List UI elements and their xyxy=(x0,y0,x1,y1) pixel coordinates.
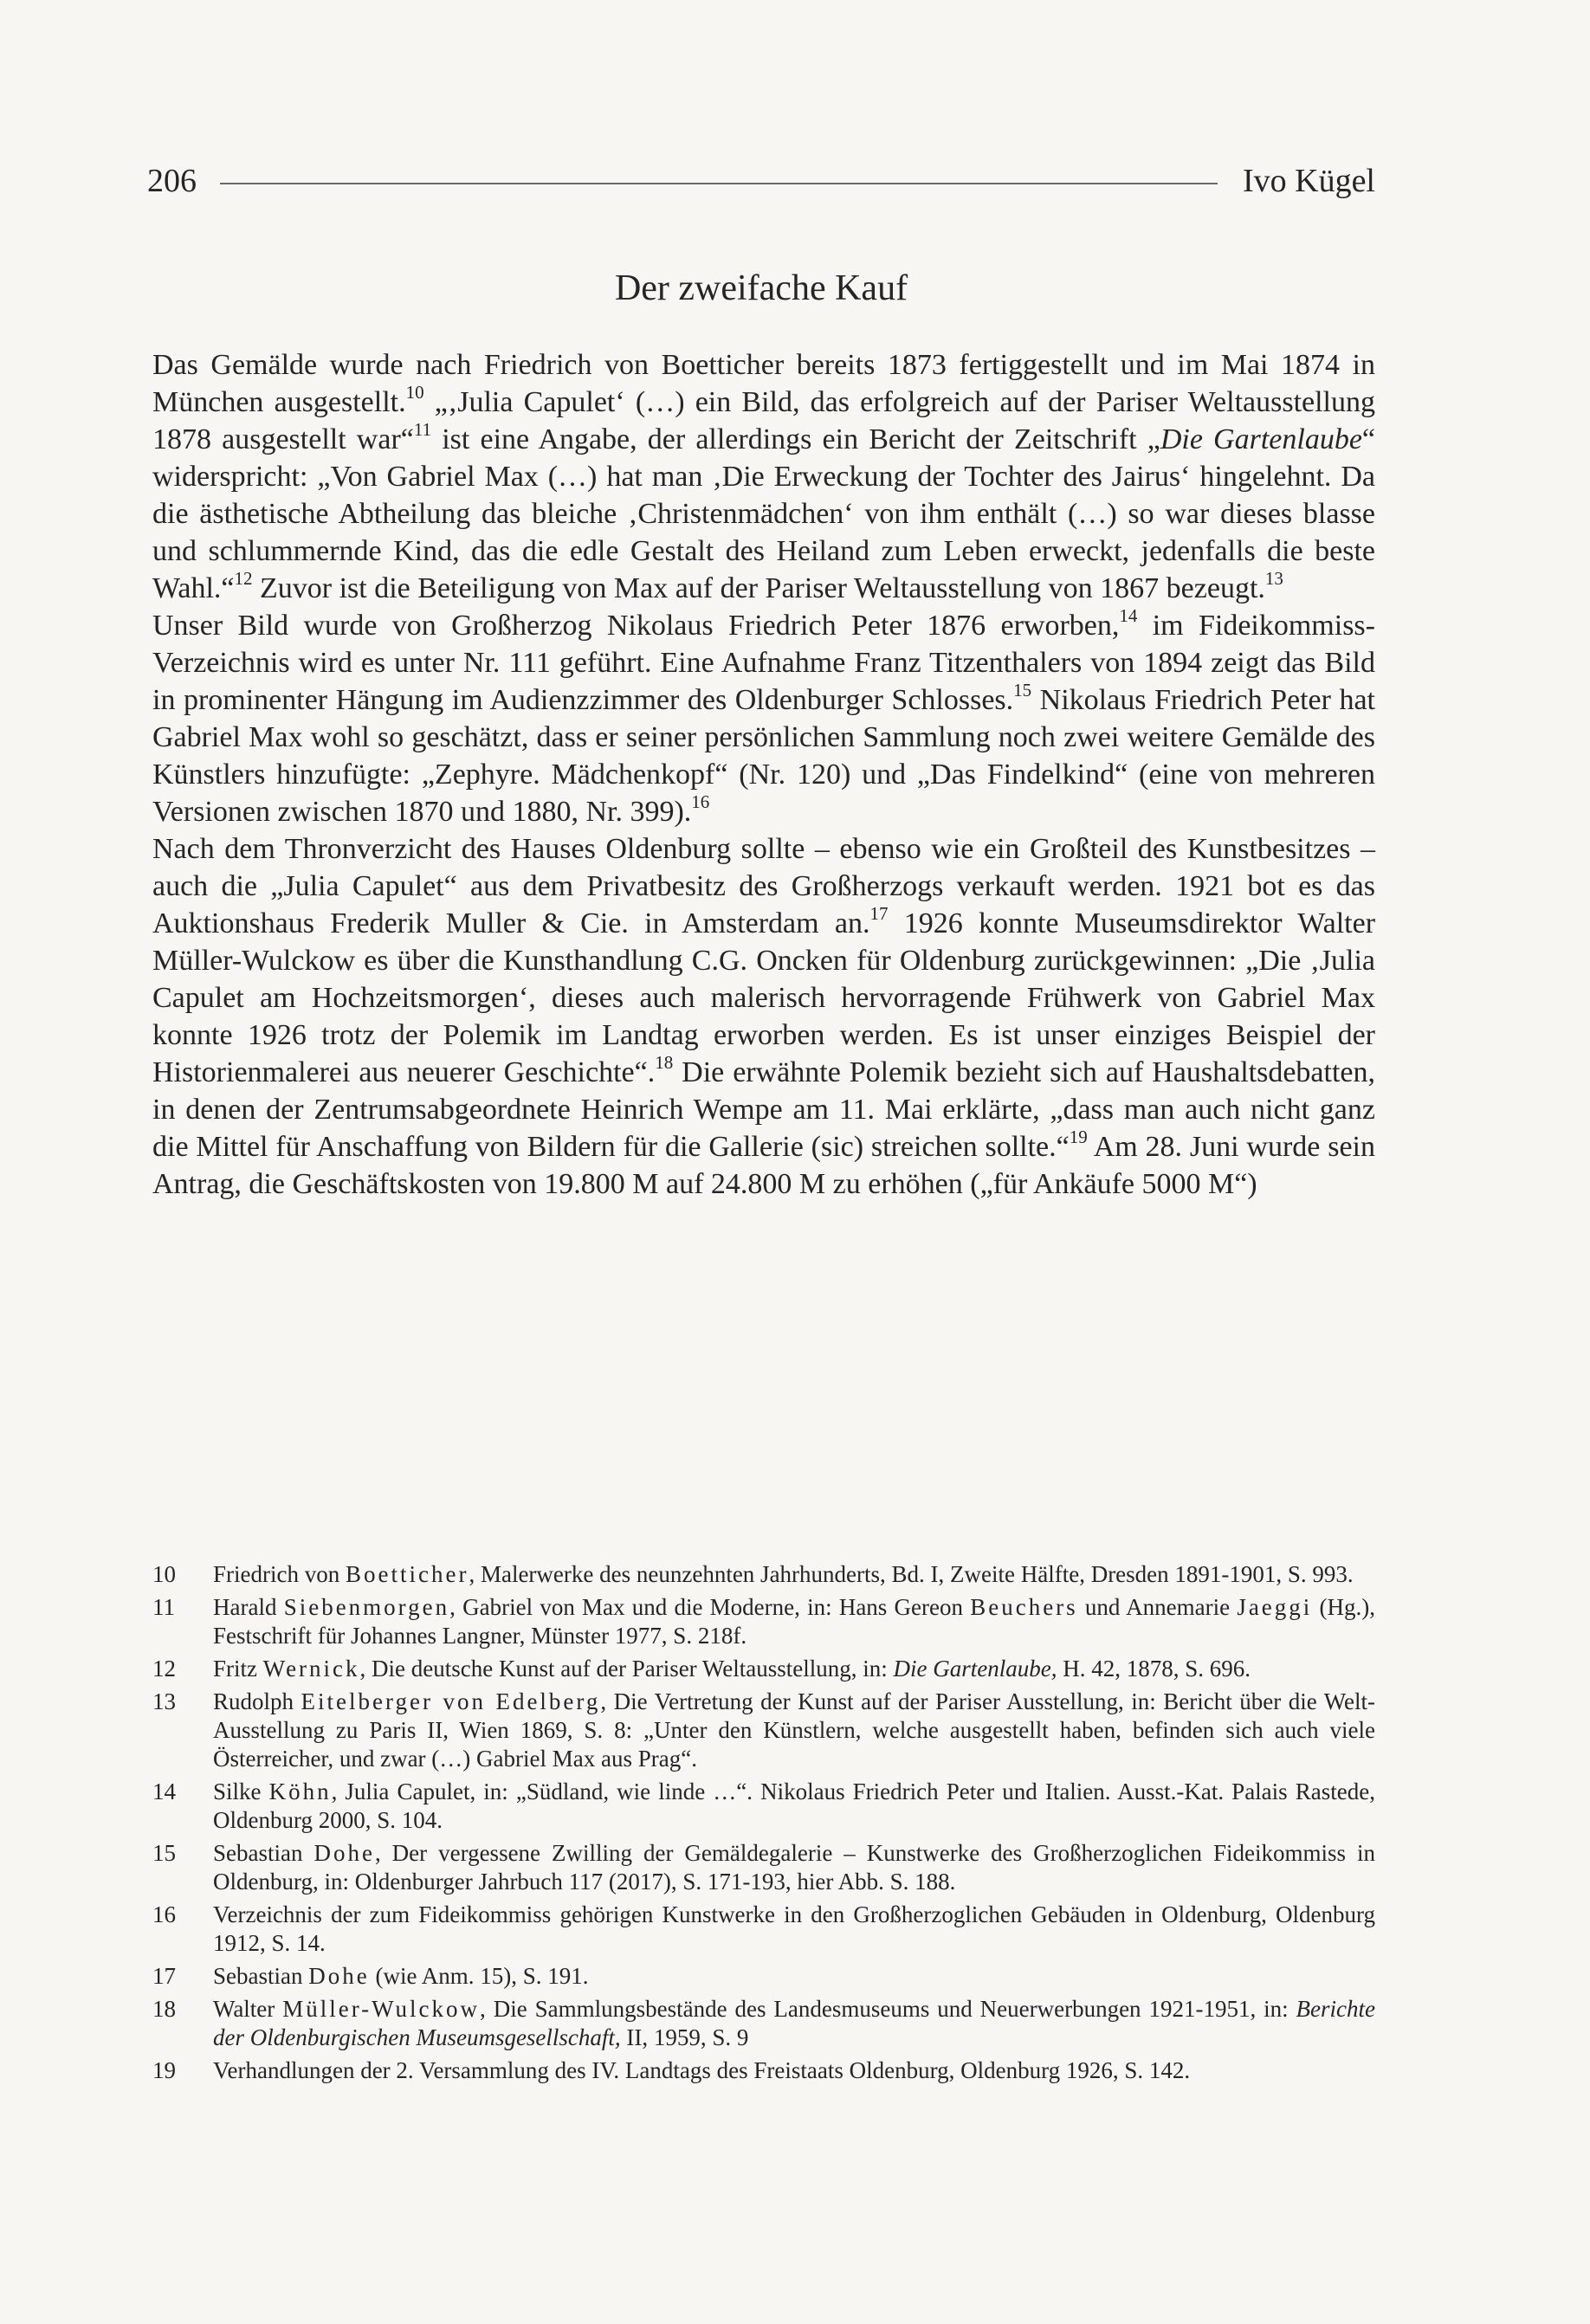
footnote-number: 19 xyxy=(152,2057,176,2083)
footnote xyxy=(152,1560,1375,1589)
footnote-number: 10 xyxy=(152,1561,176,1587)
footnote-number: 15 xyxy=(152,1840,176,1866)
page-number: 206 xyxy=(147,163,197,199)
footnote-text: Sebastian Dohe (wie Anm. 15), S. 191. xyxy=(213,1963,589,1989)
italic-title: Die Gartenlaube xyxy=(1160,423,1362,455)
author-name: Köhn xyxy=(268,1779,332,1804)
footnote xyxy=(152,1962,1375,1991)
footnote-text: Verzeichnis der zum Fideikommiss gehörigen Kunstwerke in den Großherzoglichen Gebäuden in Oldenburg, Oldenburg 1912, S. 14. xyxy=(213,1901,1375,1956)
footnote-text: Rudolph Eitelberger von Edelberg, Die Vertretung der Kunst auf der Pariser Ausstellung, in: Bericht über die Welt-Ausstellung zu Paris II, Wien 1869, S. 8: „Unter den Künstlern, welche ausgestellt haben, befinden sich auch viele Österreicher, und zwar (…) Gabriel Max aus Prag“. xyxy=(213,1688,1375,1772)
footnote-marker: 11 xyxy=(413,419,432,440)
body-text xyxy=(152,346,1375,1203)
italic-title: Die Gartenlaube, xyxy=(893,1656,1057,1682)
footnote xyxy=(152,1839,1375,1896)
author-name: Siebenmorgen xyxy=(283,1594,450,1620)
paragraph-1: Das Gemälde wurde nach Friedrich von Boetticher bereits 1873 fertiggestellt und im Mai 1874 in München ausgestellt.$^{10}$ „‚Julia Capulet‘ (…) ein Bild, das erfolgreich auf der Pariser Weltausstellung 1878 ausgestellt war“$^{11}$ ist eine Angabe, der allerdings ein Bericht der Zeitschrift „Die Gartenlaube“ widerspricht: „Von Gabriel Max (…) hat man ‚Die Erweckung der Tochter des Jairus‘ hingelehnt. Da die ästhetische Abtheilung das bleiche ‚Christenmädchen‘ von ihm enthält (…) so war dieses blasse und schlummernde Kind, das die edle Gestalt des Heiland zum Leben erweckt, jedenfalls die beste Wahl.“$^{12}$ Zuvor ist die Beteiligung von Max auf der Pariser Weltausstellung von 1867 bezeugt.$^{13}$ xyxy=(152,349,1376,604)
footnote-text: Silke Köhn, Julia Capulet, in: „Südland, wie linde …“. Nikolaus Friedrich Peter und Italien. Ausst.-Kat. Palais Rastede, Oldenburg 2000, S. 104. xyxy=(213,1779,1375,1833)
footnote-marker: 12 xyxy=(234,568,253,589)
author-name: Müller-Wulckow xyxy=(282,1996,481,2022)
footnote-text: Walter Müller-Wulckow, Die Sammlungsbestände des Landesmuseums und Neuerwerbungen 1921-1951, in: Berichte der Oldenburgischen Museumsgesellschaft, II, 1959, S. 9 xyxy=(213,1996,1375,2050)
footnote-marker: 10 xyxy=(405,382,424,403)
footnote-text: Friedrich von Boetticher, Malerwerke des neunzehnten Jahrhunderts, Bd. I, Zweite Hälfte, Dresden 1891-1901, S. 993. xyxy=(213,1561,1354,1587)
footnote-marker: 15 xyxy=(1013,680,1032,700)
footnotes xyxy=(152,1560,1375,2089)
section-title: Der zweifache Kauf xyxy=(614,268,908,308)
footnote-number: 11 xyxy=(152,1594,175,1620)
footnote-number: 12 xyxy=(152,1656,176,1682)
footnote-number: 16 xyxy=(152,1901,176,1927)
paragraph-3: Nach dem Thronverzicht des Hauses Oldenburg sollte – ebenso wie ein Großteil des Kunstbesitzes – auch die „Julia Capulet“ aus dem Privatbesitz des Großherzogs verkauft werden. 1921 bot es das Auktionshaus Frederik Muller & Cie. in Amsterdam an.$^{17}$ 1926 konnte Museumsdirektor Walter Müller-Wulckow es über die Kunsthandlung C.G. Oncken für Oldenburg zurückgewinnen: „Die ‚Julia Capulet am Hochzeitsmorgen‘, dieses auch malerisch hervorragende Frühwerk von Gabriel Max konnte 1926 trotz der Polemik im Landtag erworben werden. Es ist unser einziges Beispiel der Historienmalerei aus neuerer Geschichte“.$^{18}$ Die erwähnte Polemik bezieht sich auf Haushaltsdebatten, in denen der Zentrumsabgeordnete Heinrich Wempe am 11. Mai erklärte, „dass man auch nicht ganz die Mittel für Anschaffung von Bildern für die Gallerie (sic) streichen sollte.“$^{19}$ Am 28. Juni wurde sein Antrag, die Geschäftskosten von 19.800 M auf 24.800 M zu erhöhen („für Ankäufe 5000 M“) xyxy=(152,833,1376,1200)
footnote-text: Verhandlungen der 2. Versammlung des IV. Landtags des Freistaats Oldenburg, Oldenburg 1926, S. 142. xyxy=(213,2057,1191,2083)
italic-title: Berichte der Oldenburgischen Museumsgesellschaft, xyxy=(213,1996,1375,2050)
footnote-marker: 17 xyxy=(869,903,889,924)
footnote xyxy=(152,1655,1375,1683)
footnote xyxy=(152,1593,1375,1650)
running-head-author: Ivo Kügel xyxy=(1242,163,1375,199)
footnote xyxy=(152,1688,1375,1773)
footnote-number: 13 xyxy=(152,1688,176,1714)
footnote-marker: 13 xyxy=(1264,568,1283,589)
footnote-marker: 19 xyxy=(1069,1126,1088,1147)
author-name: Beuchers xyxy=(970,1594,1078,1620)
author-name: Eitelberger von Edelberg xyxy=(301,1688,601,1714)
footnote xyxy=(152,2056,1375,2085)
footnote-text: Fritz Wernick, Die deutsche Kunst auf der Pariser Weltausstellung, in: Die Gartenlaube, H. 42, 1878, S. 696. xyxy=(213,1656,1251,1682)
author-name: Jaeggi xyxy=(1237,1594,1313,1620)
footnote-number: 17 xyxy=(152,1963,176,1989)
footnote xyxy=(152,1995,1375,2052)
author-name: Boetticher xyxy=(345,1561,469,1587)
footnote-text: Sebastian Dohe, Der vergessene Zwilling der Gemäldegalerie – Kunstwerke des Großherzoglichen Fideikommiss in Oldenburg, in: Oldenburger Jahrbuch 117 (2017), S. 171-193, hier Abb. S. 188. xyxy=(213,1840,1375,1895)
author-name: Dohe xyxy=(313,1840,375,1866)
header-rule xyxy=(220,183,1218,184)
footnote-text: Harald Siebenmorgen, Gabriel von Max und die Moderne, in: Hans Gereon Beuchers und Annemarie Jaeggi (Hg.), Festschrift für Johannes Langner, Münster 1977, S. 218f. xyxy=(213,1594,1375,1649)
footnote-marker: 14 xyxy=(1119,605,1138,626)
footnote xyxy=(152,1901,1375,1958)
paragraph-2: Unser Bild wurde von Großherzog Nikolaus Friedrich Peter 1876 erworben,$^{14}$ im Fideikommiss-Verzeichnis wird es unter Nr. 111 geführt. Eine Aufnahme Franz Titzenthalers von 1894 zeigt das Bild in prominenter Hängung im Audienzzimmer des Oldenburger Schlosses.$^{15}$ Nikolaus Friedrich Peter hat Gabriel Max wohl so geschätzt, dass er seiner persönlichen Sammlung noch zwei weitere Gemälde des Künstlers hinzufügte: „Zephyre. Mädchenkopf“ (Nr. 120) und „Das Findelkind“ (eine von mehreren Versionen zwischen 1870 und 1880, Nr. 399).$^{16}$ xyxy=(152,605,1376,828)
footnote-number: 18 xyxy=(152,1996,176,2022)
footnote-marker: 16 xyxy=(691,791,710,812)
footnote xyxy=(152,1778,1375,1835)
footnote-number: 14 xyxy=(152,1779,176,1804)
running-header xyxy=(147,159,1375,203)
author-name: Dohe xyxy=(308,1963,370,1989)
author-name: Wernick xyxy=(262,1656,360,1682)
footnote-marker: 18 xyxy=(655,1052,674,1073)
